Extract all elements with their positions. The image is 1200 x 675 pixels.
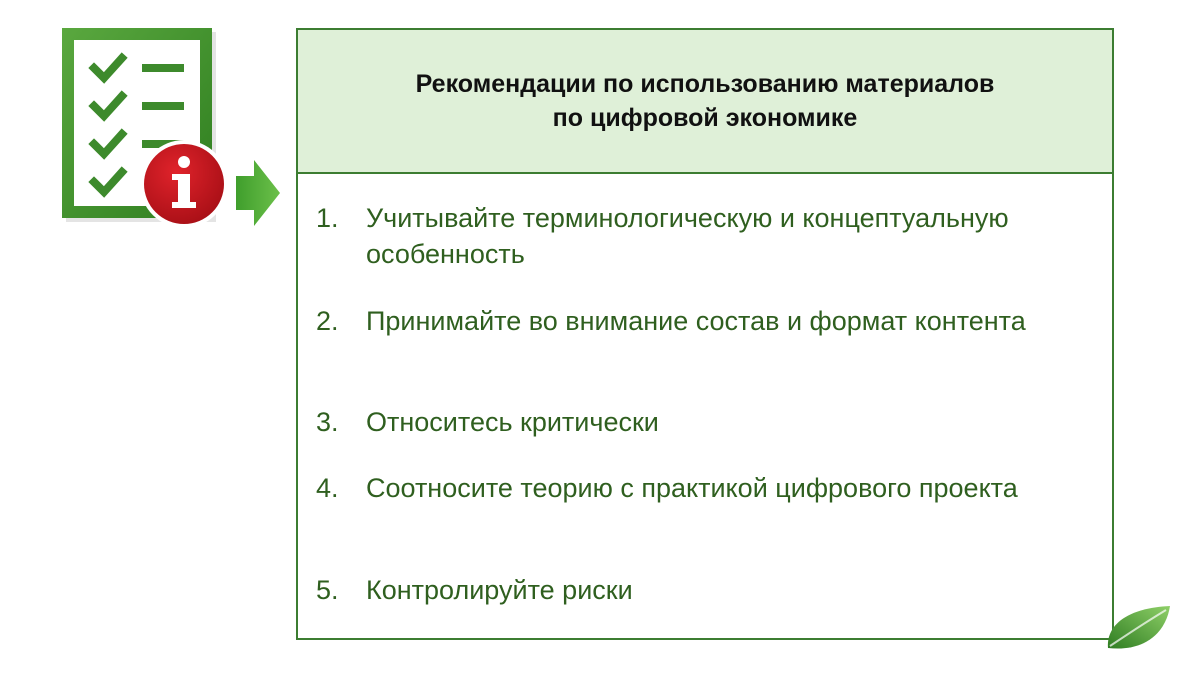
list-item	[316, 200, 1096, 272]
arrow-right-icon	[236, 160, 280, 226]
list-item	[316, 572, 633, 608]
item-number: 3.	[316, 407, 339, 437]
item-text: Принимайте во внимание состав и формат контента	[366, 306, 1026, 336]
leaf-icon	[1104, 602, 1174, 654]
panel-title: Рекомендации по использованию материалов по цифровой экономике	[415, 70, 995, 132]
panel-header	[298, 30, 1112, 174]
item-text: Относитесь критически	[366, 407, 659, 437]
item-text: Соотносите теорию с практикой цифрового проекта	[366, 473, 1018, 503]
recommendations-panel	[296, 28, 1114, 640]
item-number: 2.	[316, 306, 339, 336]
item-text: Контролируйте риски	[366, 575, 633, 605]
item-text: Учитывайте терминологическую и концептуальную особенность	[366, 203, 1009, 269]
checklist-icon	[60, 26, 290, 236]
item-number: 5.	[316, 575, 339, 605]
list-item	[316, 470, 1018, 506]
list-item	[316, 404, 659, 440]
item-number: 1.	[316, 203, 339, 233]
item-number: 4.	[316, 473, 339, 503]
list-item	[316, 303, 1026, 339]
info-icon	[140, 140, 228, 228]
